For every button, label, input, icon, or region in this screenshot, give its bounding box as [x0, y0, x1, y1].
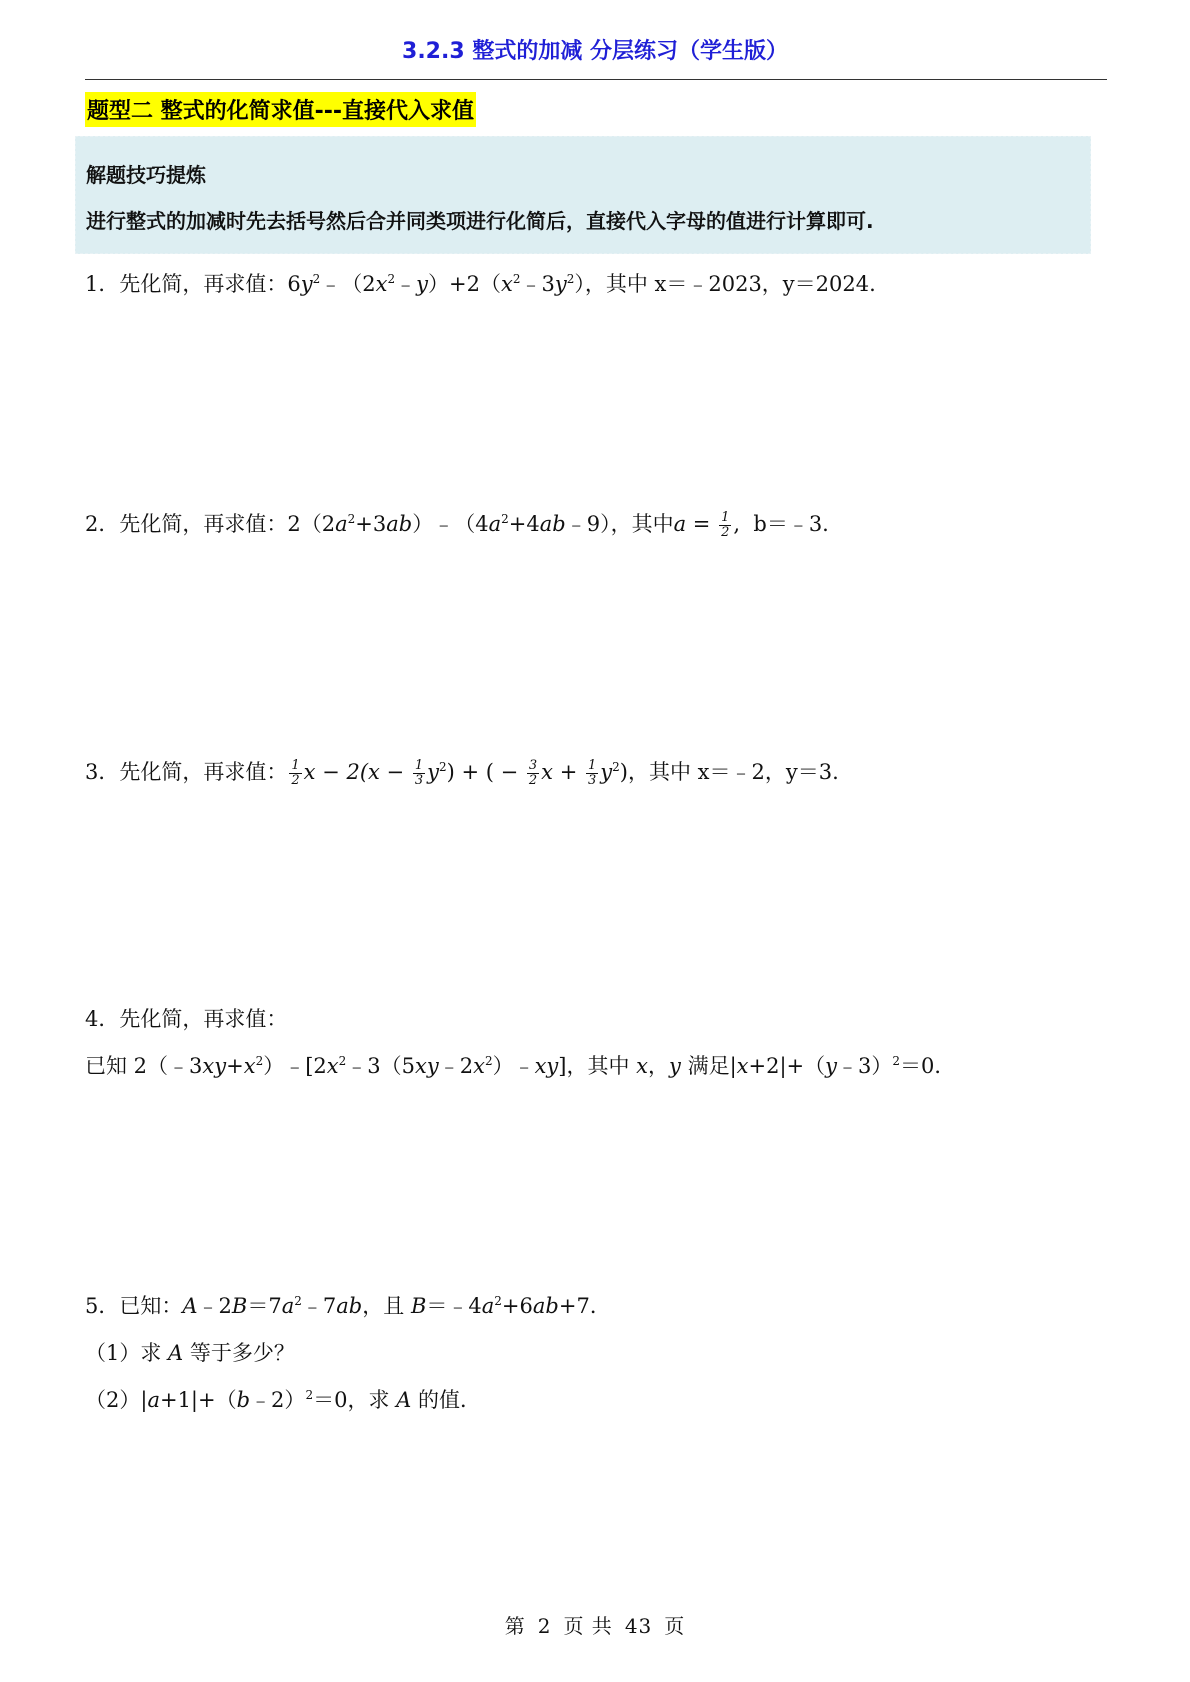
problem-3-number: 3． — [85, 760, 120, 784]
page-header-title: 3.2.3 整式的加减 分层练习（学生版） — [402, 39, 788, 64]
problem-2 — [85, 508, 829, 540]
problem-1 — [85, 268, 876, 298]
section-title: 题型二 整式的化简求值---直接代入求值 — [85, 92, 476, 127]
tips-heading: 解题技巧提炼 — [86, 163, 206, 187]
problem-2-condition: b＝﹣3. — [753, 512, 829, 536]
footer-suffix: 页 — [664, 1614, 686, 1638]
problem-3-expression: $\frac{1}{2}$ x − 2(x − $\frac{1}{3}$ $y^2$) + ( − $\frac{3}{2}$ x + $\frac{1}{3}$ $y^2$) — [291, 758, 628, 788]
problem-3-lead: 先化简，再求值： — [119, 760, 288, 784]
problem-4-number: 4． — [85, 1007, 120, 1031]
problem-3-condition: ，其中 x＝﹣2，y＝3. — [627, 760, 839, 784]
problem-5-lead: 已知： — [119, 1294, 183, 1318]
tips-text: 进行整式的加减时先去括号然后合并同类项进行化简后，直接代入字母的值进行计算即可. — [86, 209, 874, 233]
problem-2-number: 2． — [85, 512, 120, 536]
footer-prefix: 第 — [504, 1614, 526, 1638]
problem-5-part-2: （2）|a+1|+（b﹣2）$^2$＝0，求 A 的值． — [85, 1388, 481, 1412]
problem-3 — [85, 756, 839, 788]
header-divider — [85, 79, 1107, 80]
problem-5-number: 5． — [85, 1294, 120, 1318]
problem-1-expression: $6y^2﹣(2x^2﹣y)+2(x^2﹣3y^2)$ — [287, 272, 585, 296]
footer-page-number: 2 — [537, 1614, 552, 1638]
problem-4-lead: 先化简，再求值： — [119, 1007, 288, 1031]
problem-1-number: 1． — [85, 272, 120, 296]
problem-5 — [85, 1290, 611, 1320]
fraction-one-half: $\frac{1}{2}$ — [721, 510, 730, 540]
footer-page-total: 43 — [624, 1614, 653, 1638]
problem-1-lead: 先化简，再求值： — [119, 272, 288, 296]
problem-2-lead: 先化简，再求值： — [119, 512, 288, 536]
tips-box — [75, 136, 1091, 254]
problem-1-condition: ，其中 x＝﹣2023，y＝2024. — [584, 272, 876, 296]
problem-4-body: 已知 $2(﹣3xy+x^2)﹣[2x^2﹣3(5xy﹣2x^2)﹣xy]$，其中 x，y 满足|x+2|+（y﹣3）$^2$＝0． — [85, 1054, 956, 1078]
problem-4 — [85, 1003, 287, 1033]
problem-5-part-1: （1）求 A 等于多少？ — [85, 1341, 295, 1365]
problem-2-expression: $2(2a^2+3ab)﹣(4a^2+4ab﹣9)$，其中a = $\frac{1}{2}$ , — [287, 510, 754, 540]
page-footer — [0, 1610, 1190, 1639]
footer-mid: 页 共 — [563, 1614, 613, 1638]
problem-5-expression: $A﹣2B=7a^2﹣7ab$，且 $B=﹣4a^2+6ab+7$． — [182, 1294, 611, 1318]
